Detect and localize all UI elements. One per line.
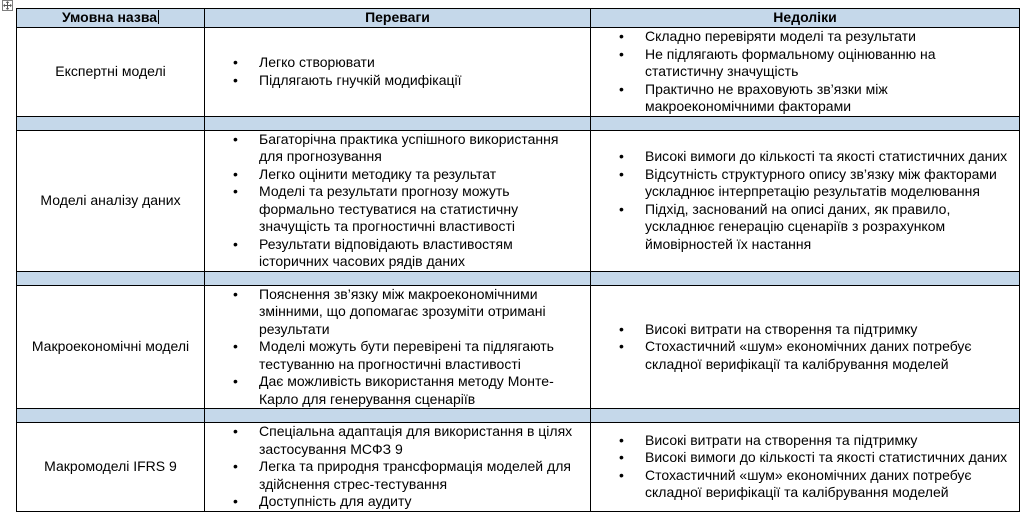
list-item: • Практично не враховують зв’язки між макроекономічними факторами [645,81,1011,116]
separator-cell[interactable] [17,116,205,130]
separator-cell[interactable] [591,409,1020,423]
list-item: • Стохастичний «шум» економічних даних потребує складної верифікації та калібрування моделей [645,338,1011,373]
header-cell-advantages[interactable]: Переваги [205,9,591,28]
list-item: • Результати відповідають властивостям історичних часових рядів даних [259,236,582,271]
list-item: • Стохастичний «шум» економічних даних потребує складної верифікації та калібрування моделей [645,467,1011,502]
list-item: • Підхід, заснований на описі даних, як правило, ускладнює генерацію сценаріїв з розрахунком ймовірностей їх настання [645,201,1011,254]
header-cell-name[interactable] [17,9,205,28]
list-item: • Високі вимоги до кількості та якості статистичних даних [645,148,1011,166]
separator-cell[interactable] [205,409,591,423]
list-item: • Не підлягають формальному оцінюванню на статистичну значущість [645,46,1011,81]
model-name-cell[interactable]: Експертні моделі [17,28,205,117]
list-item: • Дає можливість використання методу Монте-Карло для генерування сценаріїв [259,373,582,408]
header-cell-disadvantages[interactable]: Недоліки [591,9,1020,28]
list-item: • Моделі можуть бути перевірені та підлягають тестуванню на прогностичні властивості [259,338,582,373]
separator-cell[interactable] [17,271,205,285]
table-move-handle-icon[interactable] [2,0,13,11]
table-row [17,130,1020,271]
disadvantages-cell[interactable] [591,28,1020,117]
table-row [17,28,1020,117]
disadvantages-list [599,148,1011,253]
disadvantages-list [599,28,1011,116]
model-name-cell[interactable]: Макроекономічні моделі [17,285,205,409]
list-item: • Підлягають гнучкій модифікації [259,72,582,90]
table-row [17,423,1020,512]
disadvantages-list [599,432,1011,502]
advantages-list [213,131,582,271]
list-item: • Високі вимоги до кількості та якості статистичних даних [645,449,1011,467]
advantages-list [213,54,582,89]
list-item: • Пояснення зв’язку між макроекономічними змінними, що допомагає зрозуміти отримані результати [259,286,582,339]
model-name-cell[interactable]: Моделі аналізу даних [17,130,205,271]
list-item: • Високі витрати на створення та підтримку [645,321,1011,339]
separator-row [17,271,1020,285]
list-item: • Легка та природня трансформація моделей для здійснення стрес-тестування [259,458,582,493]
separator-row [17,409,1020,423]
comparison-table [16,8,1020,512]
header-row [17,9,1020,28]
table-row [17,285,1020,409]
separator-cell[interactable] [205,116,591,130]
disadvantages-cell[interactable] [591,130,1020,271]
list-item: • Легко створювати [259,54,582,72]
separator-cell[interactable] [205,271,591,285]
header-name-text: Умовна назва [61,9,158,26]
separator-cell[interactable] [591,116,1020,130]
separator-cell[interactable] [17,409,205,423]
list-item: • Легко оцінити методику та результат [259,166,582,184]
separator-row [17,116,1020,130]
advantages-cell[interactable] [205,285,591,409]
disadvantages-cell[interactable] [591,423,1020,512]
list-item: • Складно перевіряти моделі та результати [645,28,1011,46]
list-item: • Доступність для аудиту [259,493,582,511]
list-item: • Відсутність структурного опису зв’язку між факторами ускладнює інтерпретацію результатів моделювання [645,166,1011,201]
list-item: • Високі витрати на створення та підтримку [645,432,1011,450]
text-cursor [158,10,159,24]
disadvantages-cell[interactable] [591,285,1020,409]
list-item: • Багаторічна практика успішного використання для прогнозування [259,131,582,166]
advantages-cell[interactable] [205,423,591,512]
list-item: • Моделі та результати прогнозу можуть формально тестуватися на статистичну значущість та прогностичні властивості [259,183,582,236]
advantages-list [213,423,582,511]
model-name-cell[interactable]: Макромоделі IFRS 9 [17,423,205,512]
advantages-list [213,286,582,409]
advantages-cell[interactable] [205,130,591,271]
disadvantages-list [599,321,1011,374]
list-item: • Спеціальна адаптація для використання в цілях застосування МСФЗ 9 [259,423,582,458]
separator-cell[interactable] [591,271,1020,285]
advantages-cell[interactable] [205,28,591,117]
